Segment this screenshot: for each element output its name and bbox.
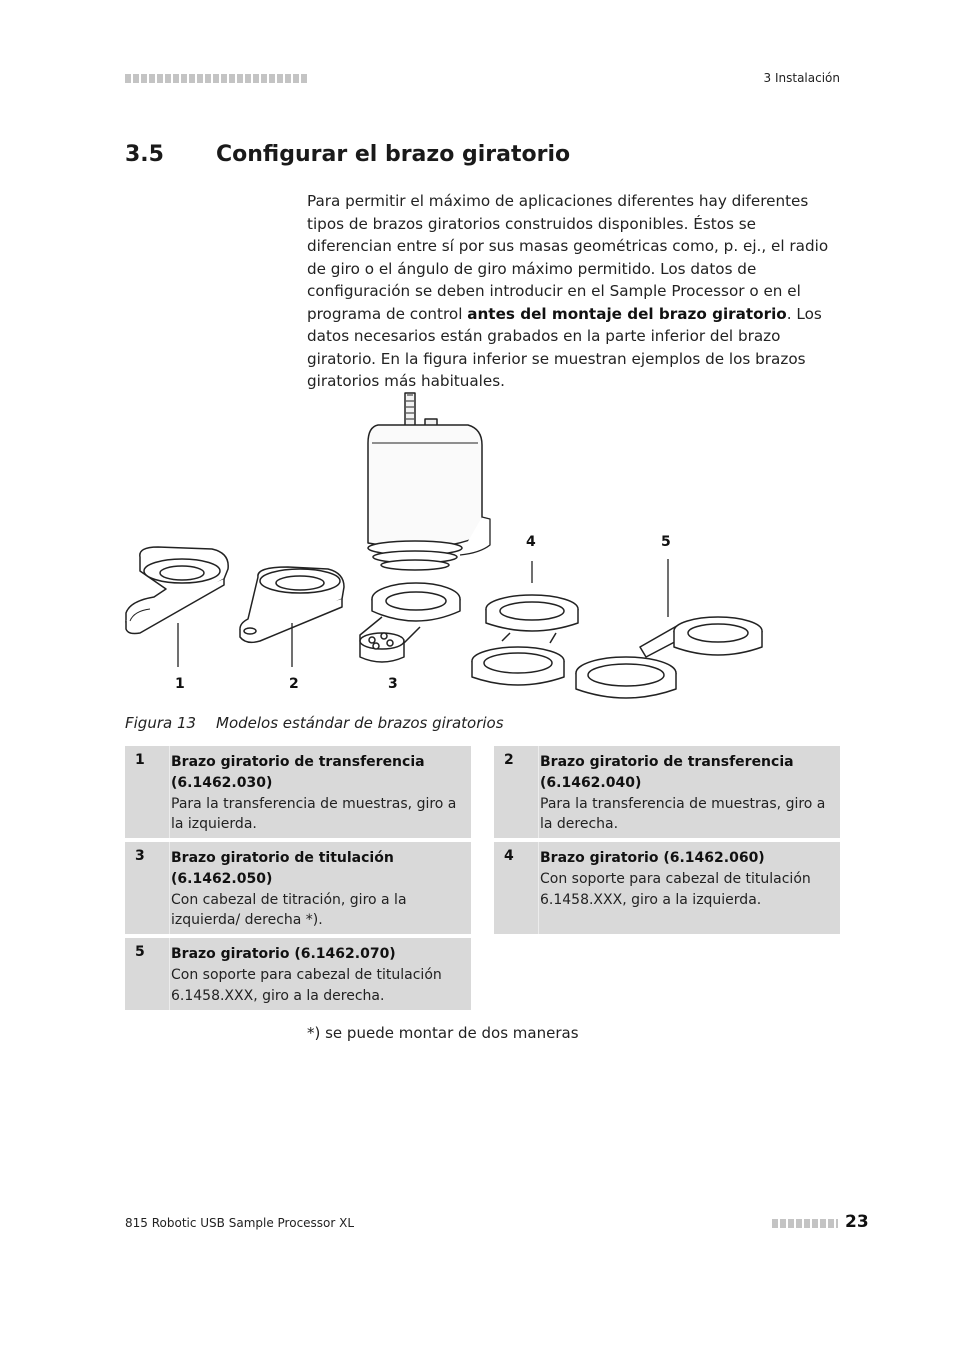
section-title: Configurar el brazo giratorio (216, 142, 571, 167)
intro-bold: antes del montaje del brazo giratorio (467, 304, 787, 323)
figure-caption (125, 714, 504, 732)
legend-number: 4 (494, 842, 539, 934)
legend-description: Para la transferencia de muestras, giro a la izquierda. (171, 795, 457, 833)
figure-caption-label: Figura 13 (125, 714, 197, 732)
robot-head-illustration (368, 393, 490, 570)
legend-description: Para la transferencia de muestras, giro a la derecha. (540, 795, 826, 833)
intro-text-2: . Los datos necesarios están grabados en la parte inferior del brazo giratorio. En la figura inferior se muestran ejemplos de los brazos giratorios más habituales. (307, 304, 822, 390)
callout-1: 1 (175, 676, 185, 692)
swing-arm-4 (472, 595, 578, 685)
section-number: 3.5 (125, 142, 164, 167)
swing-arm-5 (576, 617, 762, 698)
legend-title: Brazo giratorio (6.1462.060) (540, 850, 765, 866)
callout-2: 2 (289, 676, 299, 692)
swing-arm-3 (360, 583, 460, 662)
footer-decoration (772, 1219, 838, 1228)
callout-3: 3 (388, 676, 398, 692)
footnote: *) se puede montar de dos maneras (307, 1024, 579, 1042)
swing-arm-figure (120, 385, 780, 710)
legend-number: 3 (125, 842, 170, 934)
legend-item-5 (125, 938, 471, 1010)
legend-item-2 (494, 746, 840, 838)
header-decoration (125, 74, 307, 83)
legend-description: Con cabezal de titración, giro a la izquierda/ derecha *). (171, 891, 407, 929)
page-number: 23 (845, 1212, 869, 1232)
legend-item-3 (125, 842, 471, 934)
swing-arm-1 (126, 547, 228, 634)
legend-item-1 (125, 746, 471, 838)
intro-paragraph (307, 190, 842, 393)
callout-4: 4 (526, 534, 536, 550)
legend-number: 1 (125, 746, 170, 838)
header-chapter: 3 Instalación (763, 71, 840, 85)
legend-title: Brazo giratorio de transferencia (6.1462.030) (171, 754, 425, 791)
figure-caption-text: Modelos estándar de brazos giratorios (216, 714, 504, 732)
callout-5: 5 (661, 534, 671, 550)
legend-description: Con soporte para cabezal de titulación 6.1458.XXX, giro a la derecha. (171, 966, 442, 1004)
legend-number: 2 (494, 746, 539, 838)
legend-title: Brazo giratorio (6.1462.070) (171, 946, 396, 962)
intro-text-1: Para permitir el máximo de aplicaciones diferentes hay diferentes tipos de brazos giratorios construidos disponibles. Éstos se diferencian entre sí por sus masas geométricas como, p. ej., el radio de giro o el ángulo de giro máximo permitido. Los datos de configuración se deben introducir en el Sample Processor o en el programa de control (307, 192, 829, 323)
legend-number: 5 (125, 938, 170, 1010)
legend-item-4 (494, 842, 840, 934)
legend-title: Brazo giratorio de transferencia (6.1462.040) (540, 754, 794, 791)
legend-description: Con soporte para cabezal de titulación 6.1458.XXX, giro a la izquierda. (540, 870, 811, 908)
footer-product: 815 Robotic USB Sample Processor XL (125, 1216, 355, 1230)
legend-title: Brazo giratorio de titulación (6.1462.050) (171, 850, 394, 887)
